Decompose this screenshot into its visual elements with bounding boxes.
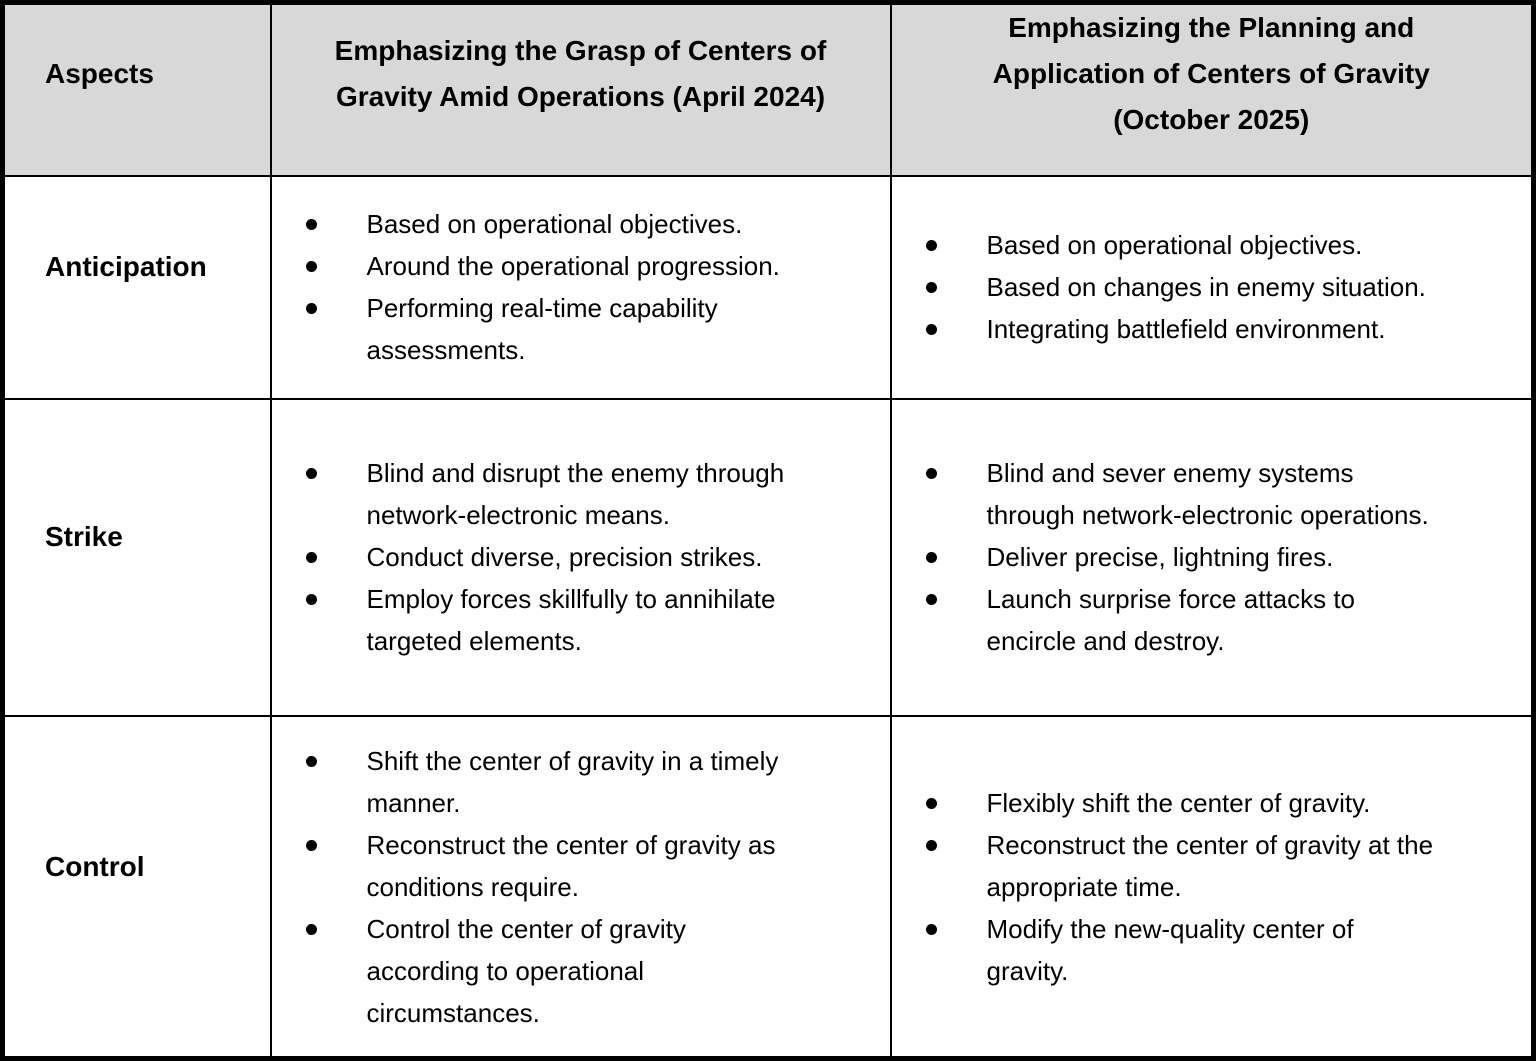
bullet-icon (306, 594, 317, 605)
bullet-list (892, 224, 1437, 350)
bullet-icon (926, 798, 937, 809)
bullet-text: Integrating battlefield environment. (986, 314, 1386, 345)
bullet-icon (306, 303, 317, 314)
header-april-2024-doctrine: Emphasizing the Grasp of Centers of Gravity Amid Operations (April 2024) (271, 3, 891, 177)
bullet-item (272, 452, 797, 536)
bullet-icon (306, 840, 317, 851)
bullet-text: Blind and sever enemy systems through network-electronic operations. (986, 458, 1429, 531)
bullet-text: Employ forces skillfully to annihilate targeted elements. (366, 584, 776, 657)
bullet-item (892, 536, 1437, 578)
bullet-list (892, 782, 1437, 992)
aspect-label: Control (3, 716, 271, 1058)
bullet-text: Reconstruct the center of gravity as conditions require. (366, 829, 776, 902)
header-october-2025-doctrine: Emphasizing the Planning and Application of Centers of Gravity (October 2025) (891, 3, 1534, 177)
bullet-icon (926, 924, 937, 935)
bullet-text: Modify the new-quality center of gravity. (986, 913, 1354, 986)
bullet-icon (926, 282, 937, 293)
bullet-item (892, 578, 1437, 662)
bullet-item (272, 203, 797, 245)
bullet-icon (926, 552, 937, 563)
bullet-icon (926, 840, 937, 851)
bullet-text: Performing real-time capability assessments. (366, 293, 718, 366)
table-row-control (3, 716, 1534, 1058)
bullet-icon (306, 756, 317, 767)
control-october-2025-cell (891, 716, 1534, 1058)
bullet-icon (926, 594, 937, 605)
bullet-item (892, 224, 1437, 266)
bullet-text: Based on changes in enemy situation. (986, 272, 1426, 303)
aspect-label: Anticipation (3, 176, 271, 399)
table-row-anticipation (3, 176, 1534, 399)
strike-october-2025-cell (891, 399, 1534, 716)
bullet-list (892, 452, 1437, 662)
bullet-text: Based on operational objectives. (366, 209, 743, 240)
bullet-item (272, 578, 797, 662)
bullet-text: Blind and disrupt the enemy through network-electronic means. (366, 458, 785, 531)
anticipation-april-2024-cell (271, 176, 891, 399)
strike-april-2024-cell (271, 399, 891, 716)
bullet-text: Reconstruct the center of gravity at the appropriate time. (986, 829, 1434, 902)
bullet-list (272, 452, 797, 662)
bullet-text: Launch surprise force attacks to encircle and destroy. (986, 584, 1356, 657)
bullet-icon (926, 240, 937, 251)
bullet-icon (306, 552, 317, 563)
control-april-2024-cell (271, 716, 891, 1058)
bullet-item (272, 536, 797, 578)
bullet-list (272, 740, 797, 1034)
bullet-icon (306, 219, 317, 230)
bullet-text: Shift the center of gravity in a timely manner. (366, 745, 779, 818)
bullet-item (892, 782, 1437, 824)
bullet-item (892, 908, 1437, 992)
bullet-text: Around the operational progression. (366, 251, 780, 282)
bullet-item (892, 452, 1437, 536)
bullet-item (272, 740, 797, 824)
bullet-text: Control the center of gravity according to operational circumstances. (366, 913, 686, 1028)
bullet-icon (926, 468, 937, 479)
bullet-icon (306, 261, 317, 272)
bullet-item (272, 245, 797, 287)
bullet-text: Conduct diverse, precision strikes. (366, 542, 763, 573)
table-body (3, 176, 1534, 1059)
bullet-text: Flexibly shift the center of gravity. (986, 787, 1371, 818)
bullet-item (892, 824, 1437, 908)
bullet-item (272, 287, 797, 371)
table-row-strike (3, 399, 1534, 716)
bullet-text: Deliver precise, lightning fires. (986, 542, 1334, 573)
bullet-icon (306, 468, 317, 479)
bullet-item (892, 266, 1437, 308)
aspect-label: Strike (3, 399, 271, 716)
bullet-list (272, 203, 797, 371)
anticipation-october-2025-cell (891, 176, 1534, 399)
bullet-item (272, 824, 797, 908)
header-row (3, 3, 1534, 177)
bullet-item (272, 908, 797, 1034)
bullet-text: Based on operational objectives. (986, 230, 1363, 261)
header-aspects: Aspects (3, 3, 271, 177)
bullet-icon (306, 924, 317, 935)
bullet-icon (926, 324, 937, 335)
bullet-item (892, 308, 1437, 350)
